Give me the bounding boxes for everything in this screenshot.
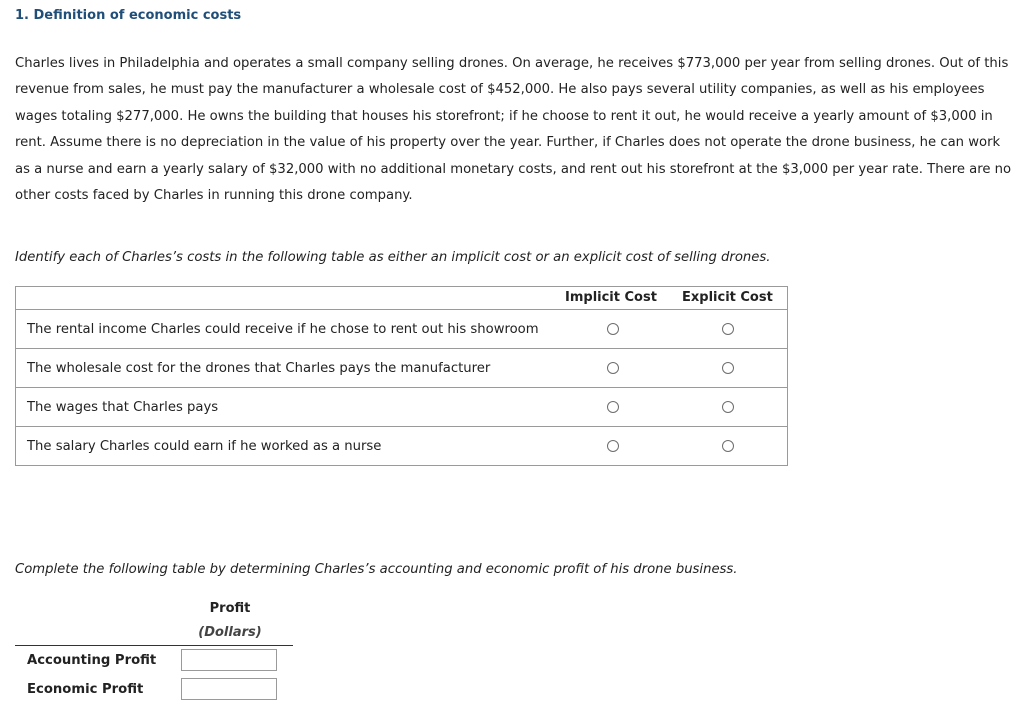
radio-implicit-wages[interactable] bbox=[607, 401, 619, 413]
radio-explicit-nurse-salary[interactable] bbox=[722, 440, 734, 452]
accounting-profit-label: Accounting Profit bbox=[27, 653, 157, 668]
profit-table-instruction: Complete the following table by determining Charles’s accounting and economic profit of his drone business. bbox=[15, 562, 738, 577]
table-row bbox=[16, 349, 787, 388]
explicit-cost-header: Explicit Cost bbox=[682, 290, 773, 305]
profit-column-header: Profit bbox=[209, 601, 251, 616]
cost-label-wholesale-cost: The wholesale cost for the drones that Charles pays the manufacturer bbox=[27, 361, 491, 376]
cost-label-nurse-salary: The salary Charles could earn if he worked as a nurse bbox=[27, 439, 382, 454]
radio-explicit-wholesale-cost[interactable] bbox=[722, 362, 734, 374]
cost-classification-table bbox=[15, 286, 788, 466]
cost-label-rental-income: The rental income Charles could receive if he chose to rent out his showroom bbox=[27, 322, 539, 337]
question-title: 1. Definition of economic costs bbox=[15, 8, 242, 23]
radio-implicit-nurse-salary[interactable] bbox=[607, 440, 619, 452]
cost-table-instruction: Identify each of Charles’s costs in the following table as either an implicit cost or an explicit cost of selling drones. bbox=[15, 250, 771, 265]
radio-explicit-rental-income[interactable] bbox=[722, 323, 734, 335]
table-row bbox=[16, 427, 787, 465]
question-paragraph: Charles lives in Philadelphia and operates a small company selling drones. On average, he receives $773,000 per year from selling drones. Out of this revenue from sales, he must pay the manufacturer a wholesale cost of $452,000. He also pays several utility companies, as well as his employees wages totaling $277,000. He owns the building that houses his storefront; if he choose to rent it out, he would receive a yearly amount of $3,000 in rent. Assume there is no depreciation in the value of his property over the year. Further, if Charles does not operate the drone business, he can work as a nurse and earn a yearly salary of $32,000 with no additional monetary costs, and rent out his storefront at the $3,000 per year rate. There are no other costs faced by Charles in running this drone company. bbox=[15, 56, 1012, 204]
table-row bbox=[16, 310, 787, 349]
cost-label-wages: The wages that Charles pays bbox=[27, 400, 219, 415]
radio-implicit-rental-income[interactable] bbox=[607, 323, 619, 335]
cost-table-header bbox=[16, 287, 787, 310]
accounting-profit-input[interactable] bbox=[181, 649, 277, 671]
radio-explicit-wages[interactable] bbox=[722, 401, 734, 413]
table-row bbox=[16, 388, 787, 427]
radio-implicit-wholesale-cost[interactable] bbox=[607, 362, 619, 374]
economic-profit-input[interactable] bbox=[181, 678, 277, 700]
implicit-cost-header: Implicit Cost bbox=[565, 290, 657, 305]
profit-table-divider bbox=[15, 645, 293, 646]
economic-profit-label: Economic Profit bbox=[27, 682, 144, 697]
profit-column-subheader: (Dollars) bbox=[198, 625, 262, 640]
